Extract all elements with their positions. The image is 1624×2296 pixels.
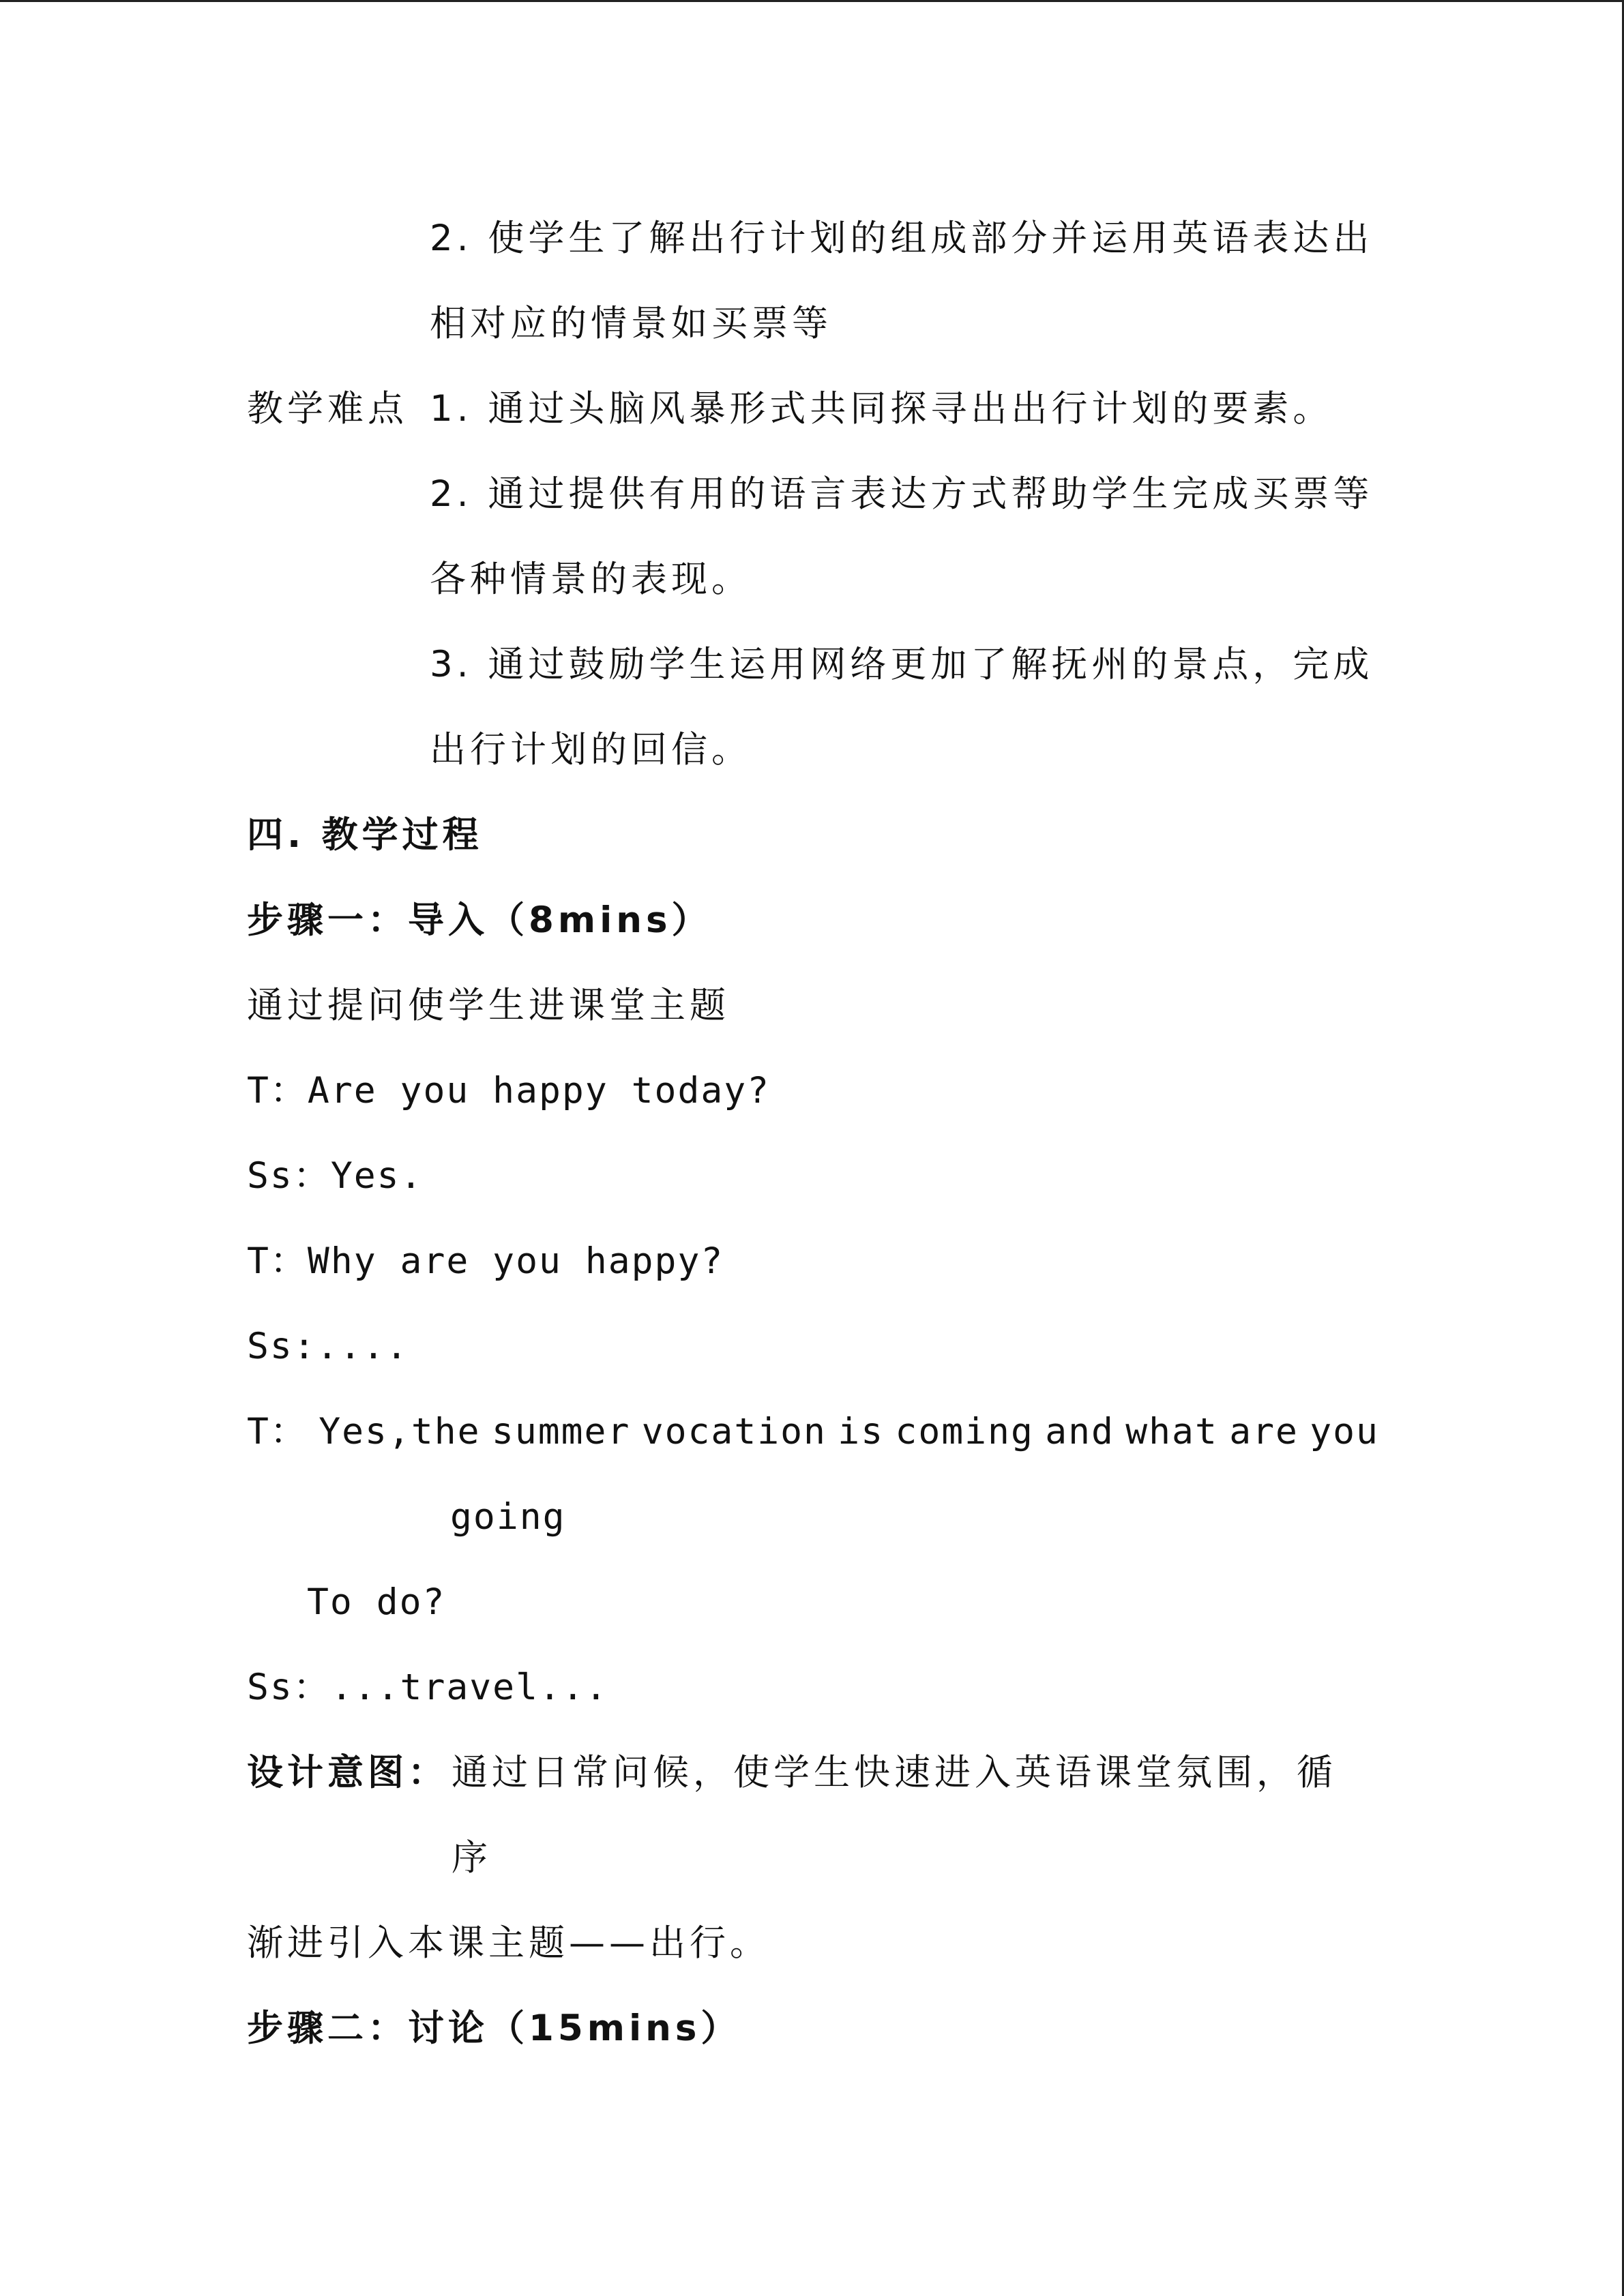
- dialogue-teacher-3-continued: going: [450, 1496, 566, 1538]
- dialogue-word: you: [1310, 1411, 1379, 1452]
- dialogue-word: coming: [895, 1411, 1034, 1452]
- dialogue-students-2: Ss:....: [247, 1326, 409, 1367]
- dialogue-word: vocation: [641, 1411, 827, 1452]
- dialogue-students-3: Ss：...travel...: [247, 1667, 608, 1708]
- dialogue-word: is: [838, 1411, 885, 1452]
- design-intention-line-1: 通过日常问候，使学生快速进入英语课堂氛围，循: [452, 1752, 1337, 1793]
- page-border-top: [0, 0, 1624, 2]
- difficulties-label: 教学难点: [247, 388, 408, 430]
- difficulty-item-2-line-1: 2. 通过提供有用的语言表达方式帮助学生完成买票等: [430, 473, 1374, 515]
- difficulty-item-1: 1. 通过头脑风暴形式共同探寻出出行计划的要素。: [430, 388, 1333, 430]
- step-1-heading: 步骤一：导入（8mins）: [247, 899, 712, 941]
- difficulty-item-3-line-1: 3. 通过鼓励学生运用网络更加了解抚州的景点，完成: [430, 644, 1374, 685]
- objective-item-2-line-1: 2. 使学生了解出行计划的组成部分并运用英语表达出: [430, 218, 1374, 259]
- objective-item-2-line-2: 相对应的情景如买票等: [430, 303, 832, 344]
- dialogue-teacher-3: [247, 1410, 1379, 1454]
- dialogue-teacher-1: T：Are you happy today?: [247, 1070, 771, 1112]
- design-intention-line-2: 渐进引入本课主题——出行。: [247, 1922, 770, 1964]
- dialogue-word: T：: [247, 1411, 308, 1452]
- section-heading: 四. 教学过程: [247, 814, 483, 856]
- design-intention-label: 设计意图：: [247, 1752, 448, 1793]
- dialogue-word: are: [1229, 1411, 1299, 1452]
- design-intention-line-1-wrap: 序: [452, 1837, 492, 1879]
- dialogue-word: summer: [491, 1411, 631, 1452]
- dialogue-word: what: [1125, 1411, 1218, 1452]
- difficulty-item-2-line-2: 各种情景的表现。: [430, 558, 752, 600]
- dialogue-students-1: Ss：Yes.: [247, 1155, 424, 1197]
- step-1-intro: 通过提问使学生进课堂主题: [247, 985, 730, 1026]
- dialogue-word: Yes,the: [319, 1411, 481, 1452]
- dialogue-teacher-2: T：Why are you happy?: [247, 1240, 724, 1282]
- dialogue-word: and: [1045, 1411, 1114, 1452]
- difficulty-item-3-line-2: 出行计划的回信。: [430, 729, 752, 771]
- dialogue-teacher-3-continued-2: To do?: [307, 1581, 446, 1623]
- step-2-heading: 步骤二：讨论（15mins）: [247, 2008, 741, 2049]
